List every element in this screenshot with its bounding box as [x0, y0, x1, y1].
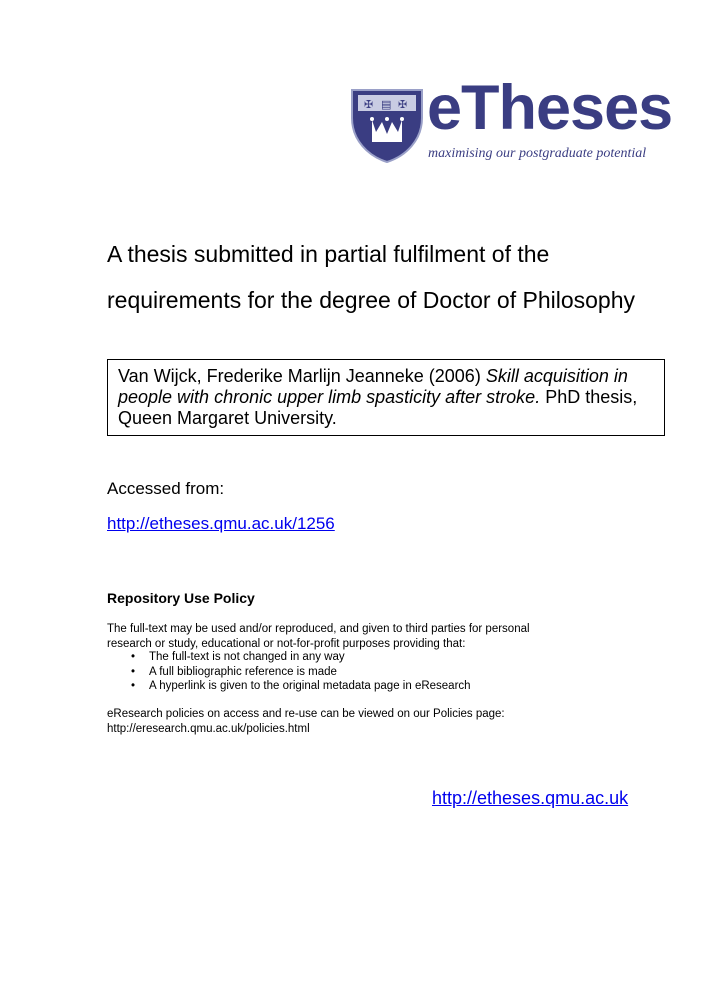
svg-text:▤: ▤ [381, 98, 392, 111]
list-item-text: A hyperlink is given to the original metadata page in eResearch [149, 680, 471, 692]
policy-intro-line-1: The full-text may be used and/or reproduced, and given to third parties for personal [107, 623, 530, 635]
list-item-text: A full bibliographic reference is made [149, 665, 337, 678]
bullet-icon: • [131, 651, 136, 663]
svg-text:✠: ✠ [398, 98, 408, 111]
policy-intro-line-2: research or study, educational or not-for-profit purposes providing that: [107, 637, 466, 650]
policy-footer [107, 707, 567, 736]
heading-line-2: requirements for the degree of Doctor of Philosophy [107, 287, 636, 313]
policy-footer-line-1: eResearch policies on access and re-use can be viewed on our Policies page: [107, 708, 505, 720]
logo-tagline: maximising our postgraduate potential [428, 146, 647, 161]
thesis-heading [107, 231, 687, 323]
policy-intro [107, 622, 567, 651]
citation-box [107, 359, 665, 436]
list-item [107, 679, 471, 694]
accessed-from-label: Accessed from: [107, 479, 225, 498]
logo-wordmark: eTheses [427, 73, 673, 143]
citation-title: Skill acquisition in people with chronic upper limb spasticity after stroke. [118, 366, 628, 407]
list-item [107, 650, 471, 665]
shield-crown-book-icon [350, 88, 424, 164]
bullet-icon: • [131, 665, 136, 678]
citation-degree: PhD thesis, Queen Margaret University. [118, 387, 638, 428]
list-item [107, 665, 471, 680]
heading-line-1: A thesis submitted in partial fulfilment of the [107, 241, 550, 267]
etheses-logo [348, 73, 673, 165]
bullet-icon: • [131, 680, 136, 692]
thesis-record-link[interactable]: http://etheses.qmu.ac.uk/1256 [107, 514, 335, 533]
etheses-home-link[interactable]: http://etheses.qmu.ac.uk [432, 788, 629, 808]
policy-footer-line-2: http://eresearch.qmu.ac.uk/policies.html [107, 722, 310, 735]
policy-conditions-list [107, 650, 471, 694]
svg-text:✠: ✠ [364, 98, 374, 111]
policy-title: Repository Use Policy [107, 590, 255, 606]
citation-author-year: Van Wijck, Frederike Marlijn Jeanneke (2006) [118, 366, 481, 386]
list-item-text: The full-text is not changed in any way [149, 651, 345, 663]
